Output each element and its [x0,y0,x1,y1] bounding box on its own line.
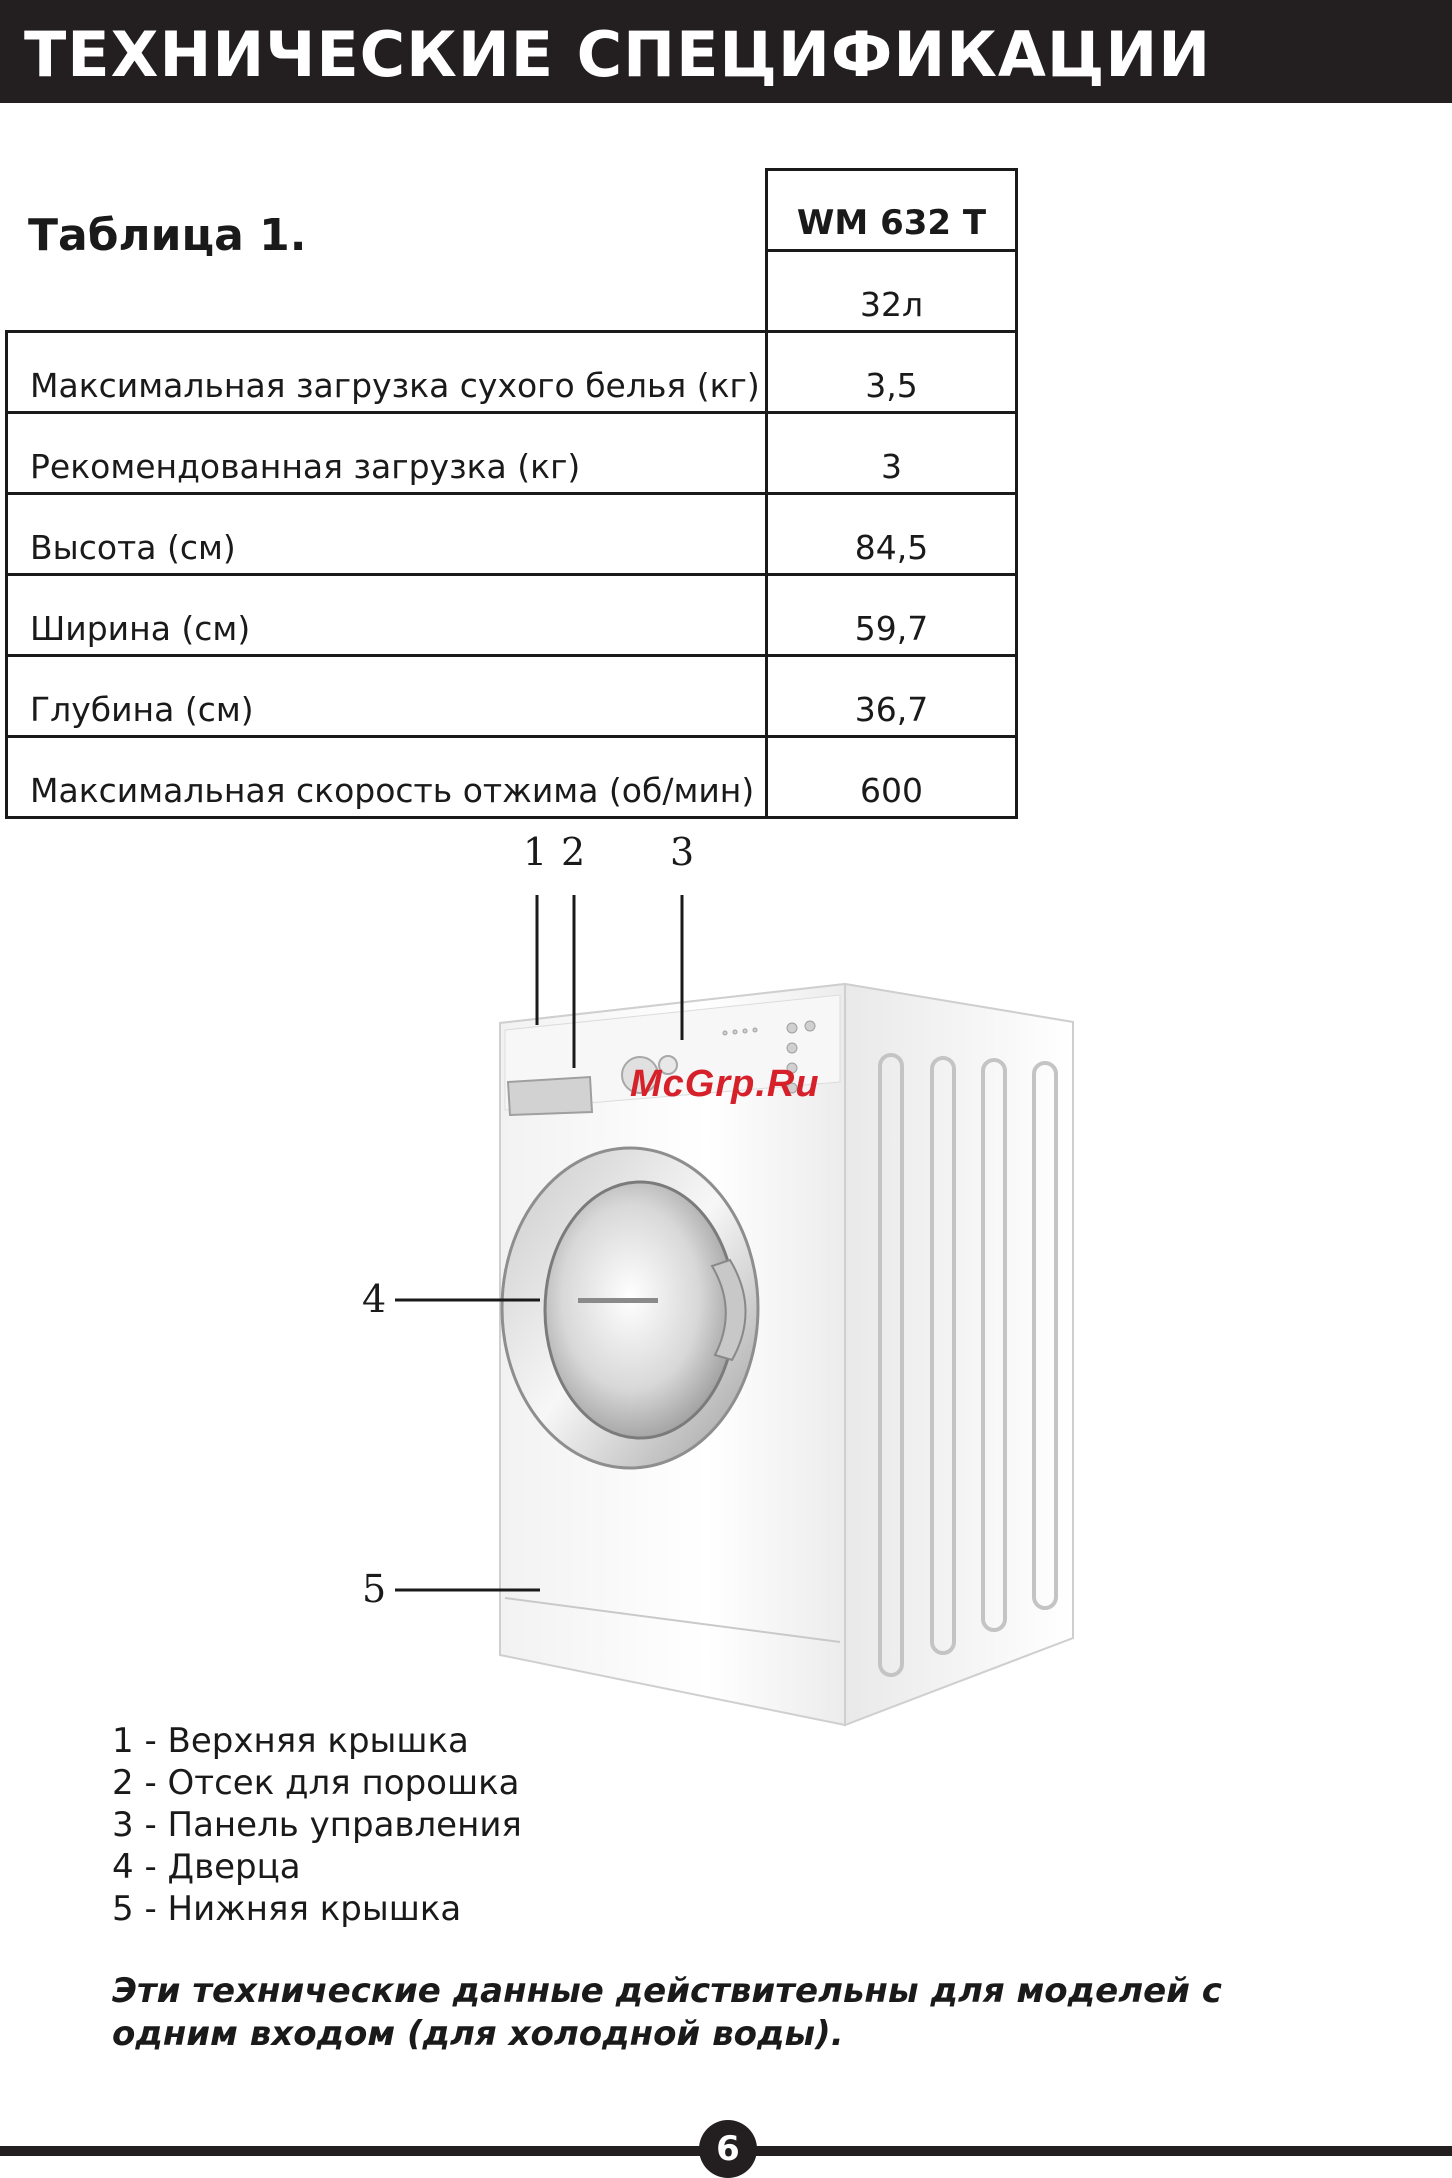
row-value: 3 [767,413,1017,494]
callout-4: 4 [362,1277,387,1321]
table-row [7,737,1017,818]
table-row [7,170,1017,251]
model-name: WM 632 T [767,170,1017,251]
washing-machine-illustration [340,820,1100,1740]
row-value: 84,5 [767,494,1017,575]
watermark: McGrp.Ru [630,1063,820,1105]
table-row [7,251,1017,332]
legend-item: 2 - Отсек для порошка [112,1763,520,1803]
legend-item: 1 - Верхняя крышка [112,1721,469,1761]
callout-5: 5 [362,1567,387,1611]
capacity-value: 32л [767,251,1017,332]
row-label: Рекомендованная загрузка (кг) [7,413,767,494]
row-value: 3,5 [767,332,1017,413]
washing-machine-diagram [340,820,1100,1740]
legend-item: 5 - Нижняя крышка [112,1889,462,1929]
drum-paddle [578,1298,658,1303]
table-row [7,494,1017,575]
row-label: Ширина (см) [7,575,767,656]
spec-table [5,168,1018,819]
row-value: 600 [767,737,1017,818]
table-caption: Таблица 1. [28,210,307,261]
row-label: Максимальная загрузка сухого белья (кг) [7,332,767,413]
row-value: 59,7 [767,575,1017,656]
row-label: Высота (см) [7,494,767,575]
callout-3: 3 [670,830,695,874]
table-row [7,332,1017,413]
page-number: 6 [699,2120,757,2178]
page-title: ТЕХНИЧЕСКИЕ СПЕЦИФИКАЦИИ [24,18,1212,91]
callout-1: 1 [523,830,548,874]
header-bar [0,0,1452,103]
table-row [7,413,1017,494]
row-label: Максимальная скорость отжима (об/мин) [7,737,767,818]
table-row [7,656,1017,737]
legend [112,1720,522,1930]
row-label: Глубина (см) [7,656,767,737]
callout-2: 2 [561,830,586,874]
detergent-drawer [508,1077,592,1115]
legend-item: 4 - Дверца [112,1847,301,1887]
row-value: 36,7 [767,656,1017,737]
legend-item: 3 - Панель управления [112,1805,522,1845]
table-row [7,575,1017,656]
door-glass [545,1182,735,1438]
note-text: Эти технические данные действительны для моделей с одним входом (для холодной воды). [112,1971,1222,2054]
